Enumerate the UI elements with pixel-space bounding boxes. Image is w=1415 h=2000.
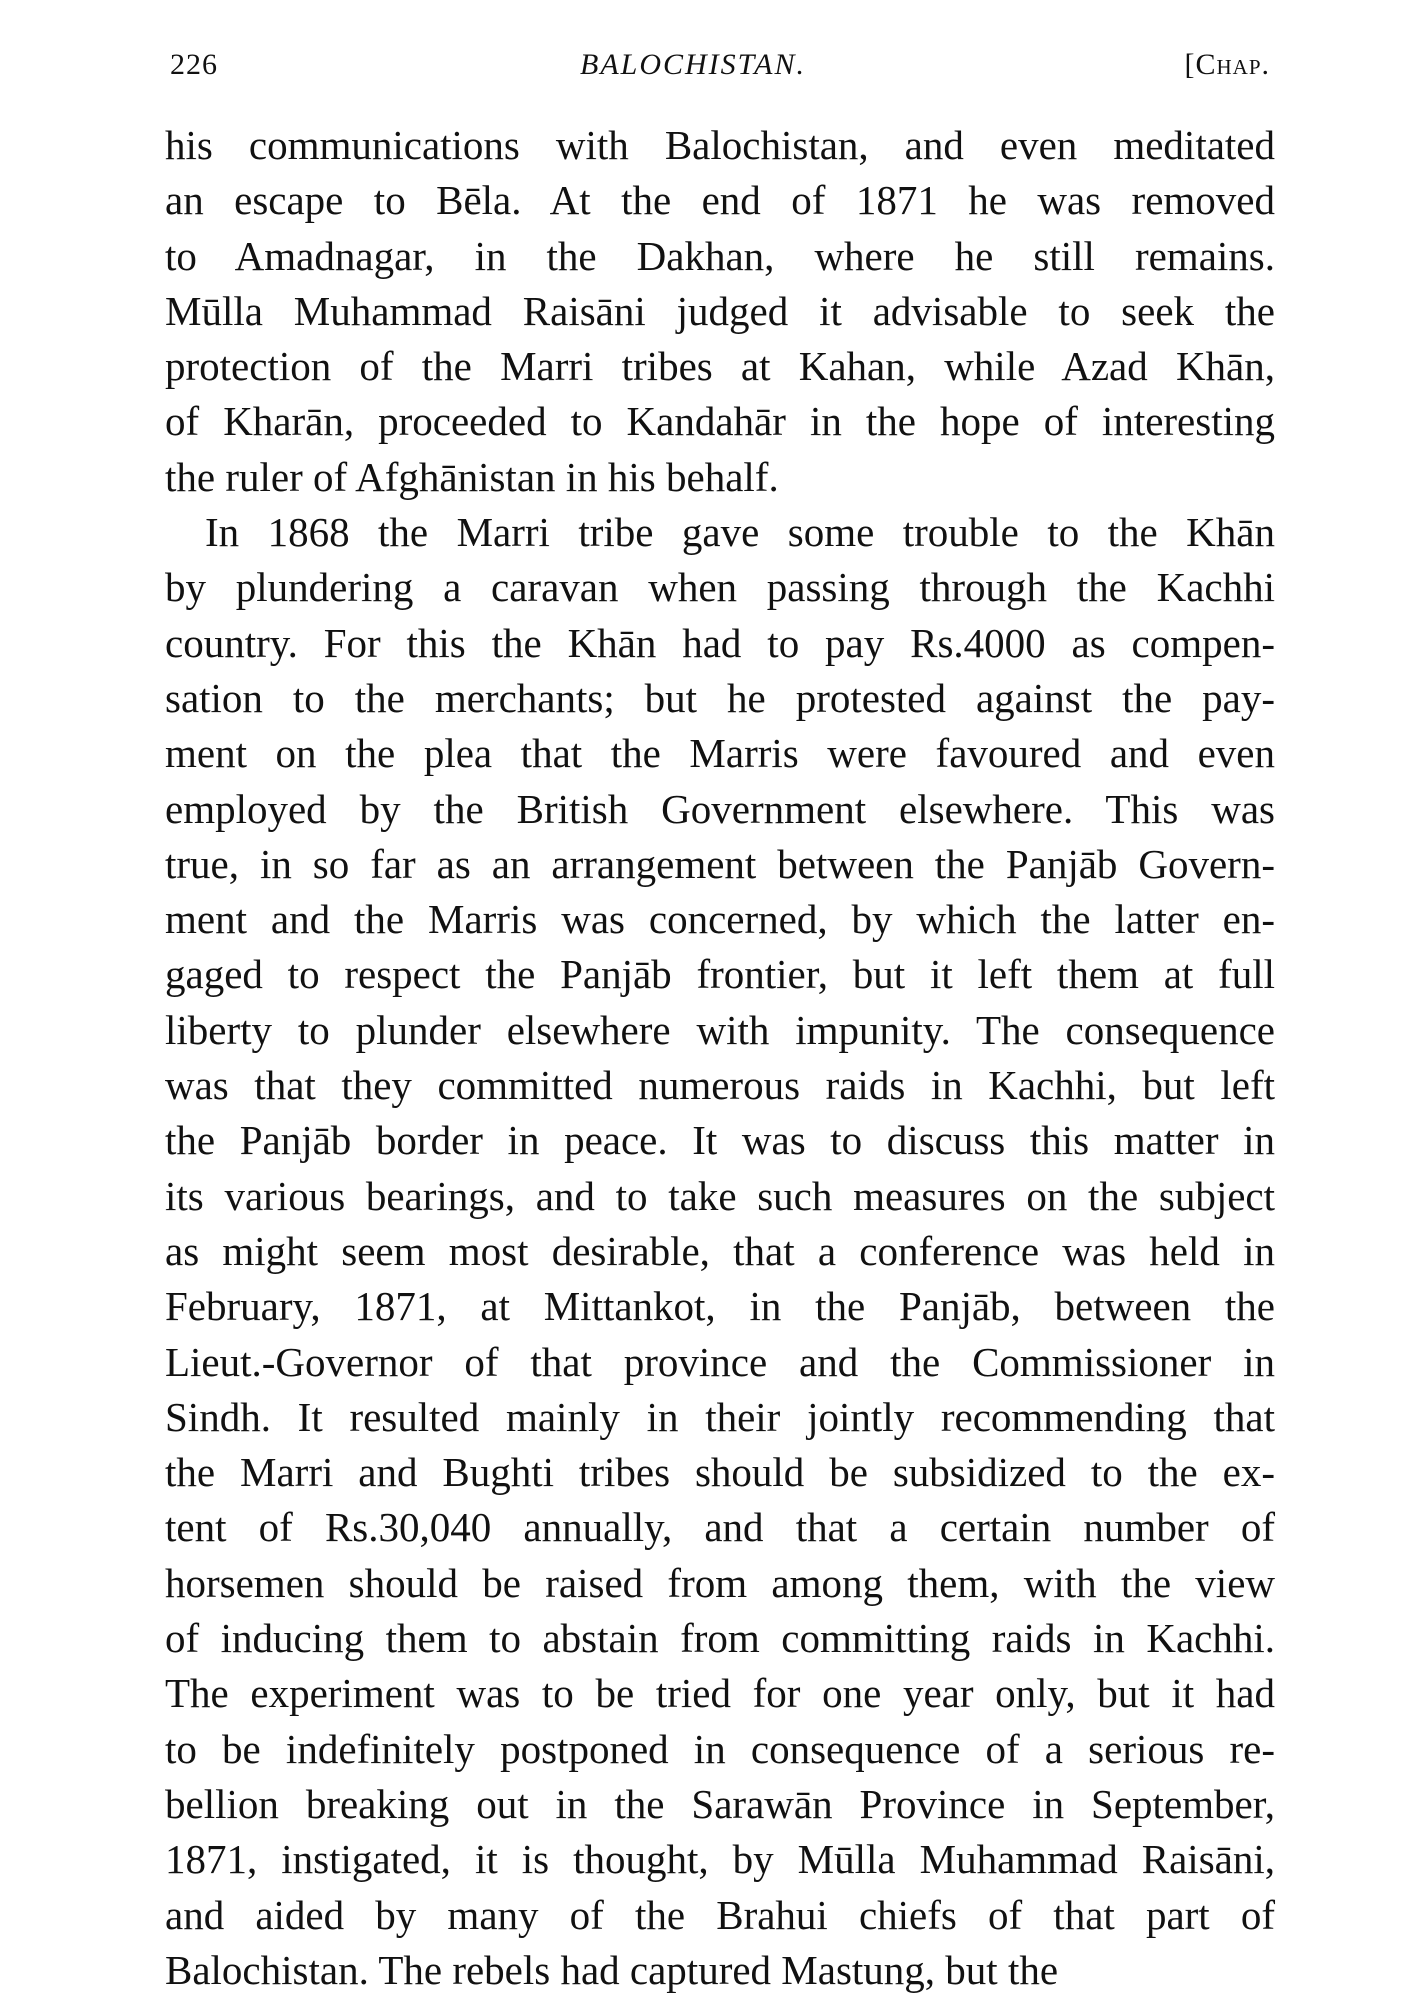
text-line: Balochistan. The rebels had captured Mastung, but the bbox=[165, 1946, 1059, 1993]
text-line: 1871, instigated, it is thought, by Mūlla Muhammad Raisāni, bbox=[165, 1836, 1275, 1883]
text-line: tent of Rs.30,040 annually, and that a certain number of bbox=[165, 1504, 1275, 1551]
text-line: liberty to plunder elsewhere with impunity. The consequence bbox=[165, 1006, 1275, 1053]
text-line: In 1868 the Marri tribe gave some trouble to the Khān bbox=[205, 509, 1275, 556]
text-line: sation to the merchants; but he protested against the pay- bbox=[165, 674, 1275, 721]
body-text bbox=[165, 118, 1275, 1998]
running-head bbox=[160, 48, 1270, 88]
text-line: an escape to Bēla. At the end of 1871 he was removed bbox=[165, 177, 1275, 224]
text-line: horsemen should be raised from among them, with the view bbox=[165, 1559, 1275, 1606]
text-line: by plundering a caravan when passing through the Kachhi bbox=[165, 564, 1275, 611]
page-number: 226 bbox=[170, 48, 218, 81]
text-line: February, 1871, at Mittankot, in the Panjāb, between the bbox=[165, 1283, 1275, 1330]
text-line: to be indefinitely postponed in consequence of a serious re- bbox=[165, 1725, 1275, 1772]
text-line: ment on the plea that the Marris were favoured and even bbox=[165, 730, 1275, 777]
text-line: protection of the Marri tribes at Kahan, while Azad Khān, bbox=[165, 343, 1275, 390]
running-title: BALOCHISTAN. bbox=[580, 48, 806, 81]
text-line: its various bearings, and to take such measures on the subject bbox=[165, 1172, 1275, 1219]
text-line: country. For this the Khān had to pay Rs.4000 as compen- bbox=[165, 619, 1275, 666]
text-line: Lieut.-Governor of that province and the Commissioner in bbox=[165, 1338, 1275, 1385]
text-line: his communications with Balochistan, and even meditated bbox=[165, 122, 1275, 168]
text-line: and aided by many of the Brahui chiefs of that part of bbox=[165, 1891, 1275, 1938]
text-line: The experiment was to be tried for one year only, but it had bbox=[165, 1670, 1275, 1717]
text-line: to Amadnagar, in the Dakhan, where he still remains. bbox=[165, 232, 1275, 279]
text-line: the Marri and Bughti tribes should be subsidized to the ex- bbox=[165, 1449, 1275, 1496]
text-line: gaged to respect the Panjāb frontier, but it left them at full bbox=[165, 951, 1275, 998]
text-line: Mūlla Muhammad Raisāni judged it advisable to seek the bbox=[165, 287, 1275, 334]
text-line: of Kharān, proceeded to Kandahār in the hope of interesting bbox=[165, 398, 1275, 445]
text-line: Sindh. It resulted mainly in their jointly recommending that bbox=[165, 1393, 1275, 1440]
text-line: bellion breaking out in the Sarawān Province in September, bbox=[165, 1780, 1275, 1827]
chapter-mark: [Chap. bbox=[1184, 48, 1270, 81]
text-line: as might seem most desirable, that a conference was held in bbox=[165, 1227, 1275, 1274]
text-line: the ruler of Afghānistan in his behalf. bbox=[165, 453, 779, 500]
paragraph-2 bbox=[165, 505, 1275, 1998]
text-line: true, in so far as an arrangement between the Panjāb Govern- bbox=[165, 840, 1275, 887]
text-line: the Panjāb border in peace. It was to discuss this matter in bbox=[165, 1117, 1275, 1164]
text-line: employed by the British Government elsewhere. This was bbox=[165, 785, 1275, 832]
paragraph-1 bbox=[165, 118, 1275, 505]
text-line: of inducing them to abstain from committing raids in Kachhi. bbox=[165, 1615, 1275, 1662]
text-line: ment and the Marris was concerned, by which the latter en- bbox=[165, 896, 1275, 943]
text-line: was that they committed numerous raids in Kachhi, but left bbox=[165, 1062, 1275, 1109]
